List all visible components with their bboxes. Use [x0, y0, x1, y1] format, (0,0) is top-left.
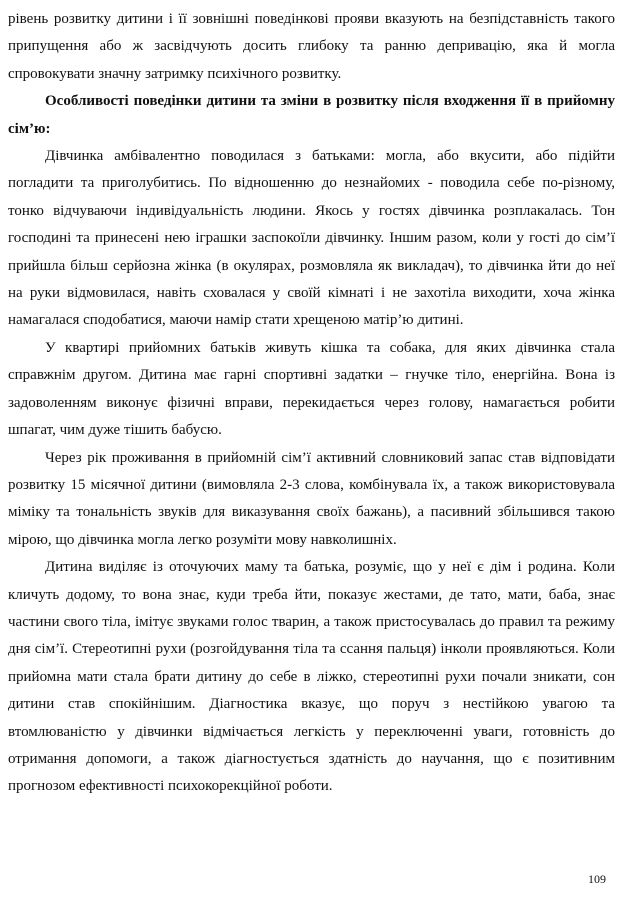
- page-number: 109: [588, 872, 606, 886]
- paragraph-vocabulary: Через рік проживання в прийомній сім’ї активний словниковий запас став відповідати розвитку 15 місячної дитини (вимовляла 2-3 слова, комбінувала їх, а також використовувала міміку та тональність звуків для виказування своїх бажань), а пасивний збільшився такою мірою, що дівчинка могла легко розуміти мову навколишніх.: [8, 449, 615, 548]
- paragraph-behavior: Дівчинка амбівалентно поводилася з батьками: могла, або вкусити, або підійти погладити та приголубитись. По відношенню до незнайомих - поводила себе по-різному, тонко відчуваючи індивідуальність людини. Якось у гостях дівчинка розплакалась. Тон господині та принесені нею іграшки заспокоїли дівчинку. Іншим разом, коли у гості до сім’ї прийшла більш серйозна жінка (в окулярах, розмовляла як викладач), то дівчинка йти до неї на руки відмовилася, навіть сховалася у своїй кімнаті і не захотіла виходити, хоча жінка намагалася сподобатися, маючи намір стати хрещеною матір’ю дитині.: [8, 148, 615, 329]
- document-body: [8, 6, 615, 801]
- paragraph-pets-sports: У квартирі прийомних батьків живуть кішка та собака, для яких дівчинка стала справжнім другом. Дитина має гарні спортивні задатки – гнучке тіло, енергійна. Вона із задоволенням виконує фізичні вправи, перекидається через голову, намагається робити шпагат, чим дуже тішить бабусю.: [8, 339, 615, 439]
- section-heading: Особливості поведінки дитини та зміни в розвитку після входження її в прийомну сім’ю:: [8, 93, 615, 137]
- paragraph-continuation: рівень розвитку дитини і її зовнішні поведінкові прояви вказують на безпідставність такого припущення або ж засвідчують досить глибоку та ранню депривацію, яка й могла спровокувати значну затримку психічного розвитку.: [8, 11, 615, 82]
- paragraph-family-diagnostics: Дитина виділяє із оточуючих маму та батька, розуміє, що у неї є дім і родина. Коли кличуть додому, то вона знає, куди треба йти, показує жестами, де тато, мати, баба, знає частини свого тіла, імітує звуками голос тварин, а також пристосувалась до правил та режиму дня сім’ї. Стереотипні рухи (розгойдування тіла та ссання пальця) інколи проявляються. Коли прийомна мати стала брати дитину до себе в ліжко, стереотипні рухи почали зникати, сон дитини став спокійнішим. Діагностика вказує, що поруч з нестійкою увагою та втомлюваністю у дівчинки відмічається легкість у переключенні уваги, готовність до отримання допомоги, а також діагностується здатність до научання, що є позитивним прогнозом ефективності психокорекційної роботи.: [8, 559, 615, 795]
